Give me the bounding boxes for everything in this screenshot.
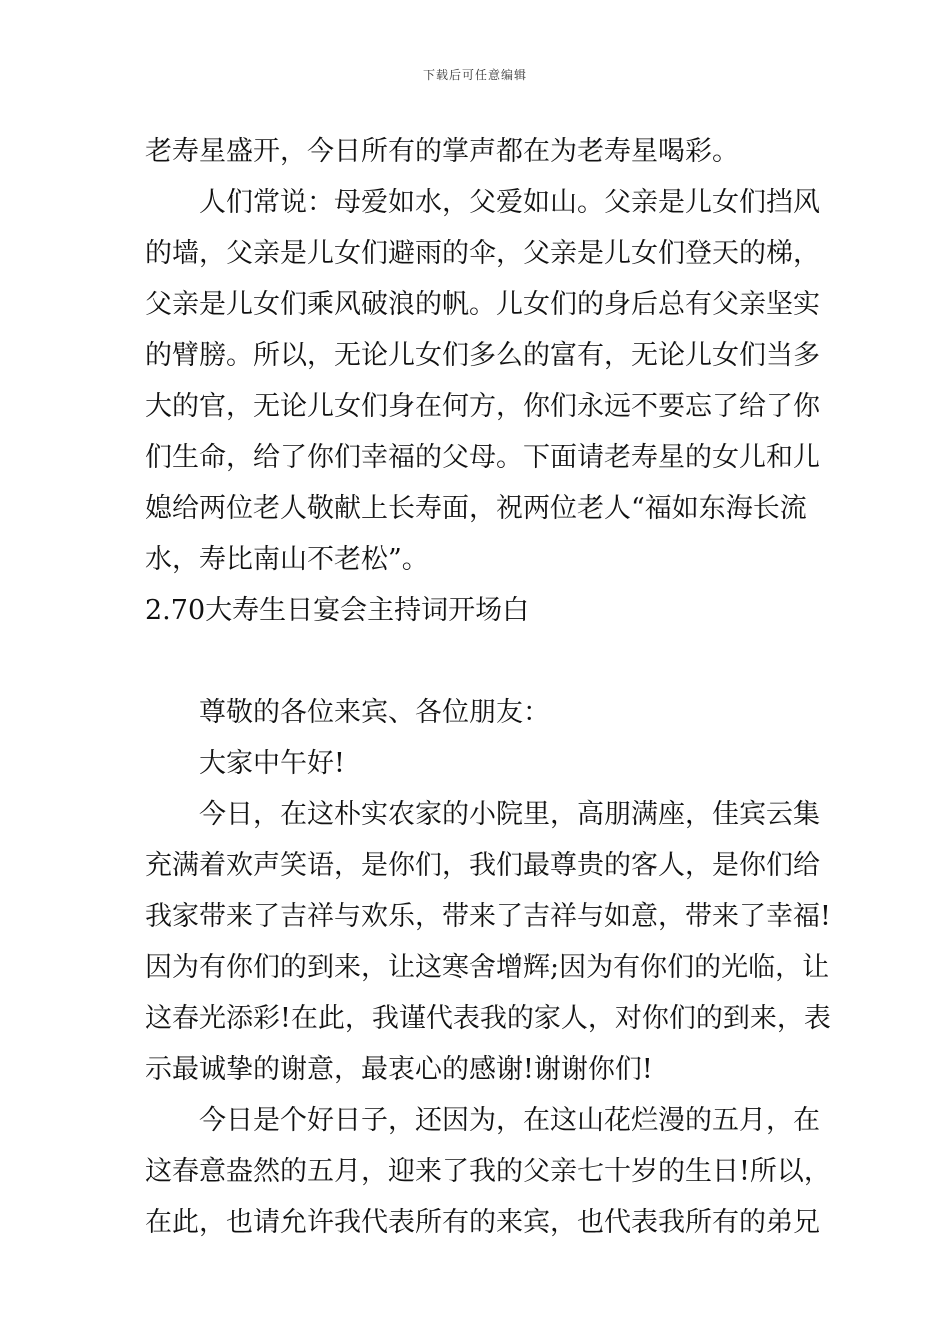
text-line: 父亲是儿女们乘风破浪的帆。儿女们的身后总有父亲坚实	[145, 289, 820, 320]
text-line: 老寿星盛开，今日所有的掌声都在为老寿星喝彩。	[145, 136, 739, 167]
paragraph-start-line: 今日是个好日子，还因为，在这山花烂漫的五月，在	[199, 1105, 820, 1136]
text-line: 充满着欢声笑语，是你们，我们最尊贵的客人，是你们给	[145, 850, 820, 881]
text-line: 在此，也请允许我代表所有的来宾，也代表我所有的弟兄	[145, 1207, 820, 1238]
paragraph-start-line: 人们常说：母爱如水，父爱如山。父亲是儿女们挡风	[199, 187, 820, 218]
text-line: 我家带来了吉祥与欢乐，带来了吉祥与如意，带来了幸福!	[145, 901, 831, 932]
salutation-line: 尊敬的各位来宾、各位朋友：	[199, 697, 550, 728]
text-line: 的臂膀。所以，无论儿女们多么的富有，无论儿女们当多	[145, 340, 820, 371]
greeting-line: 大家中午好!	[199, 748, 345, 779]
document-body	[145, 126, 831, 1248]
text-line: 大的官，无论儿女们身在何方，你们永远不要忘了给了你	[145, 391, 820, 422]
text-line: 这春光添彩!在此，我谨代表我的家人，对你们的到来，表	[145, 1003, 831, 1034]
text-line: 这春意盎然的五月，迎来了我的父亲七十岁的生日!所以，	[145, 1156, 831, 1187]
page-header: 下载后可任意编辑	[422, 68, 527, 82]
text-line: 示最诚挚的谢意，最衷心的感谢!谢谢你们!	[145, 1054, 653, 1085]
text-line: 因为有你们的到来，让这寒舍增辉;因为有你们的光临，让	[145, 952, 830, 983]
text-line: 们生命，给了你们幸福的父母。下面请老寿星的女儿和儿	[145, 442, 820, 473]
blank-line	[145, 636, 813, 687]
section-heading: 2.70大寿生日宴会主持词开场白	[145, 595, 530, 626]
text-line: 媳给两位老人敬献上长寿面，祝两位老人“福如东海长流	[145, 493, 807, 524]
text-line: 的墙，父亲是儿女们避雨的伞，父亲是儿女们登天的梯，	[145, 238, 820, 269]
text-line: 水，寿比南山不老松”。	[145, 544, 429, 575]
paragraph-start-line: 今日，在这朴实农家的小院里，高朋满座，佳宾云集	[199, 799, 820, 830]
